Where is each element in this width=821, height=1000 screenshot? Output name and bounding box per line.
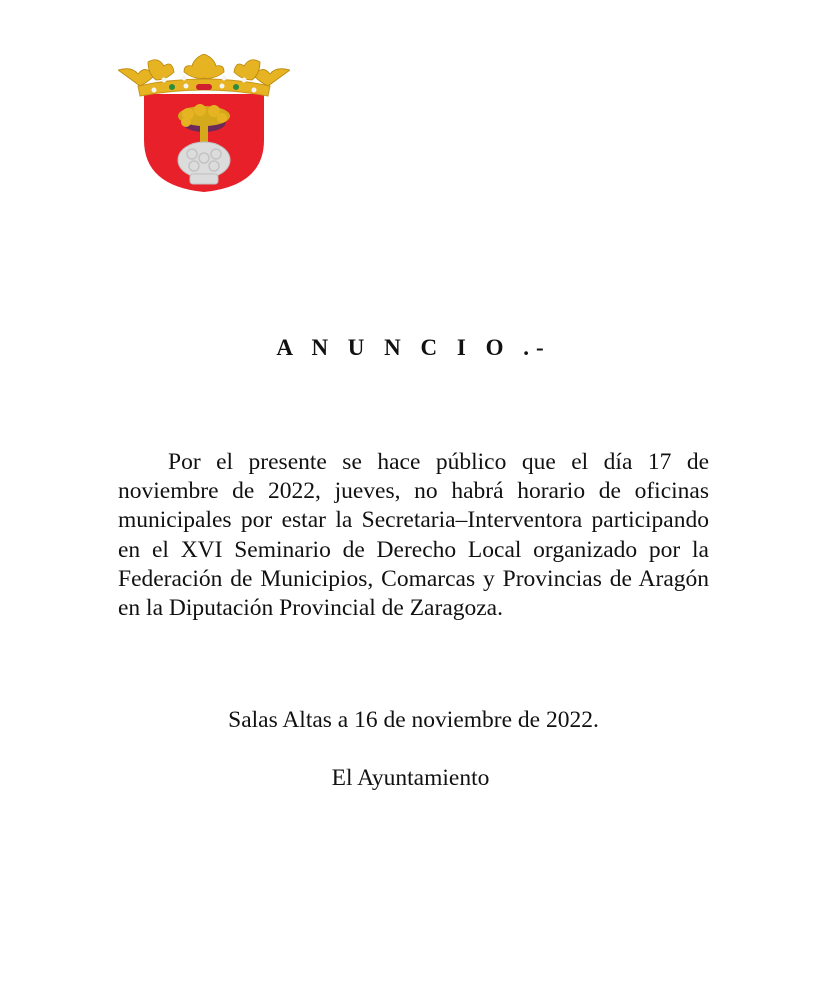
coat-of-arms-icon (118, 54, 290, 196)
announcement-body: Por el presente se hace público que el día 17 de noviembre de 2022, jueves, no habrá horario de oficinas municipales por estar la Secretaria–Interventora participando en el XVI Seminario de Derecho Local organizado por la Federación de Municipios, Comarcas y Provincias de Aragón en la Diputación Provincial de Zaragoza. (118, 449, 709, 622)
coat-of-arms-logo (118, 54, 290, 196)
document-title: A N U N C I O .- (276, 335, 551, 360)
place-and-date: Salas Altas a 16 de noviembre de 2022. (228, 707, 599, 733)
signature: El Ayuntamiento (331, 765, 490, 791)
